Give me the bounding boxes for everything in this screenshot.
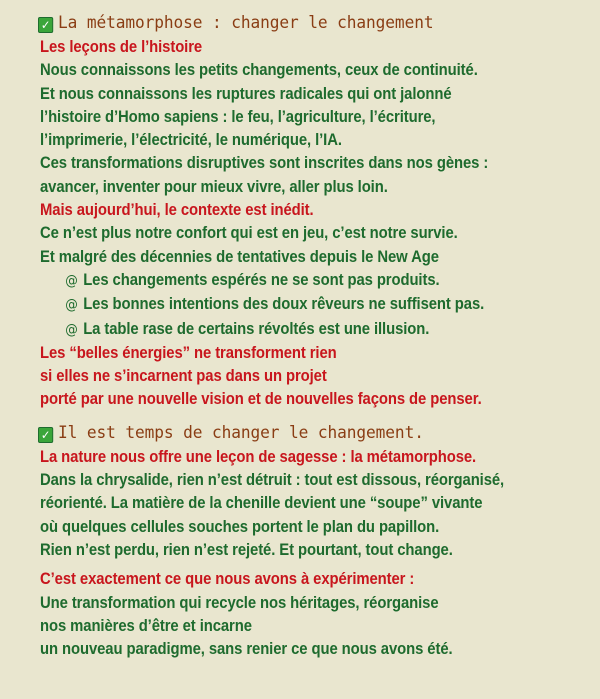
check-box-icon: ✓ <box>38 17 53 33</box>
paragraph-line: où quelques cellules souches portent le plan du papillon. <box>40 517 440 536</box>
paragraph-line: Ce n’est plus notre confort qui est en jeu, c’est notre survie. <box>40 224 458 243</box>
paragraph-line: l’imprimerie, l’électricité, le numérique, l’IA. <box>40 131 342 150</box>
paragraph-line: Une transformation qui recycle nos héritages, réorganise <box>40 593 439 612</box>
paragraph-line: Et malgré des décennies de tentatives depuis le New Age <box>40 247 439 266</box>
bullet-text: Les bonnes intentions des doux rêveurs ne suffisent pas. <box>83 295 485 314</box>
paragraph-line: Nous connaissons les petits changements, ceux de continuité. <box>40 61 478 80</box>
heading-text: La métamorphose : changer le changement <box>57 13 434 33</box>
conclusion-line: porté par une nouvelle vision et de nouvelles façons de penser. <box>40 390 482 409</box>
bullet-item <box>40 269 533 293</box>
at-sign-icon: @ <box>65 272 78 289</box>
paragraph-line: réorienté. La matière de la chenille devient une “soupe” vivante <box>40 494 483 513</box>
paragraph-line: Rien n’est perdu, rien n’est rejeté. Et pourtant, tout change. <box>40 540 453 559</box>
section-heading <box>38 420 561 446</box>
paragraph-line: Ces transformations disruptives sont inscrites dans nos gènes : <box>40 154 489 173</box>
emphasis-line: La nature nous offre une leçon de sagesse : la métamorphose. <box>40 447 477 466</box>
conclusion-line: si elles ne s’incarnent pas dans un projet <box>40 367 327 386</box>
bullet-item <box>40 318 533 342</box>
bullet-text: La table rase de certains révoltés est une illusion. <box>83 319 430 338</box>
at-sign-icon: @ <box>65 297 78 314</box>
bullet-text: Les changements espérés ne se sont pas produits. <box>83 270 440 289</box>
paragraph-line: nos manières d’être et incarne <box>40 616 252 635</box>
emphasis-line: C’est exactement ce que nous avons à expérimenter : <box>40 570 415 589</box>
paragraph-line: Et nous connaissons les ruptures radicales qui ont jalonné <box>40 84 452 103</box>
paragraph-line: avancer, inventer pour mieux vivre, aller plus loin. <box>40 177 388 196</box>
section-heading <box>38 10 561 36</box>
conclusion-line: Les “belles énergies” ne transforment rien <box>40 343 337 362</box>
paragraph-line: l’histoire d’Homo sapiens : le feu, l’agriculture, l’écriture, <box>40 107 436 126</box>
at-sign-icon: @ <box>65 321 78 338</box>
subheading: Les leçons de l’histoire <box>40 38 203 56</box>
emphasis-line: Mais aujourd’hui, le contexte est inédit. <box>40 201 314 220</box>
bullet-item <box>40 293 533 317</box>
paragraph-line: un nouveau paradigme, sans renier ce que nous avons été. <box>40 640 453 659</box>
check-box-icon: ✓ <box>38 427 53 443</box>
paragraph-line: Dans la chrysalide, rien n’est détruit : tout est dissous, réorganisé, <box>40 471 505 490</box>
heading-text: Il est temps de changer le changement. <box>57 422 424 443</box>
